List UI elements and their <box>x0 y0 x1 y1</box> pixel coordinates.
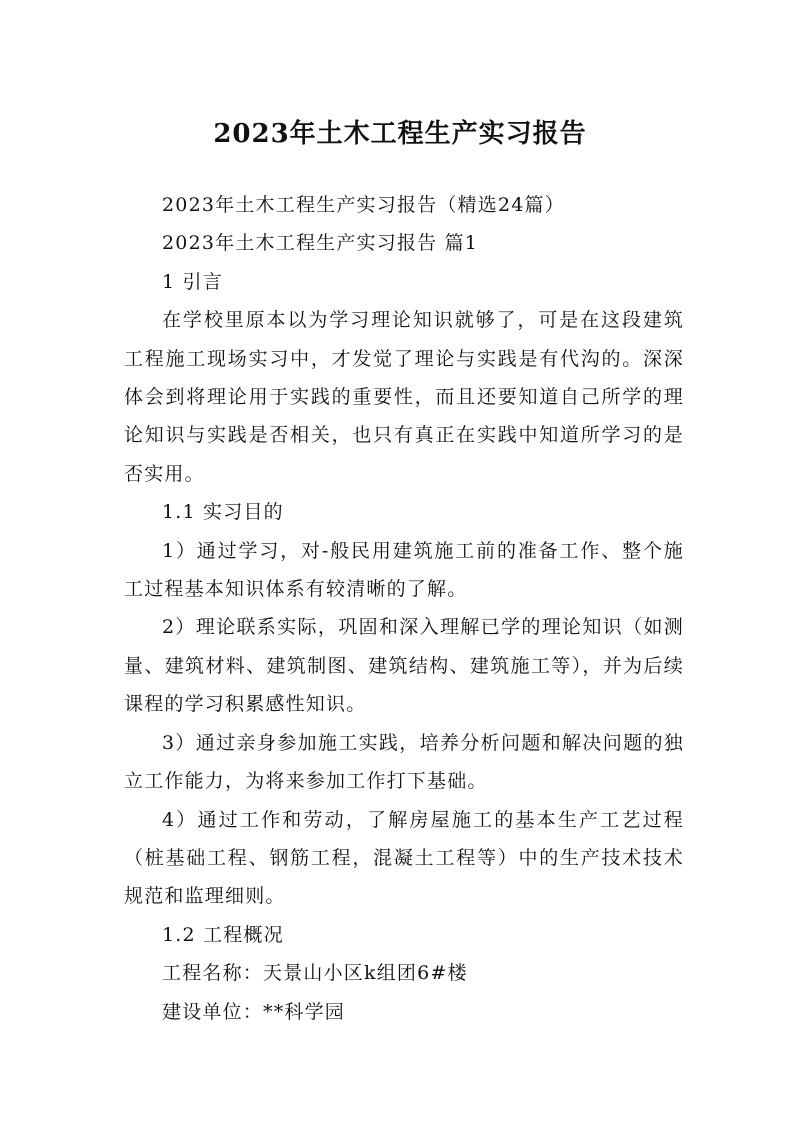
paragraph-purpose-1: 1）通过学习，对-般民用建筑施工前的准备工作、整个施工过程基本知识体系有较清晰的了解。 <box>124 539 684 601</box>
section-heading-purpose: 1.1 实习目的 <box>162 501 284 524</box>
paragraph-purpose-2: 2）理论联系实际，巩固和深入理解已学的理论知识（如测量、建筑材料、建筑制图、建筑结构、建筑施工等），并为后续课程的学习积累感性知识。 <box>124 616 684 716</box>
paragraph-article-heading: 2023年土木工程生产实习报告 篇1 <box>162 232 479 255</box>
section-heading-overview: 1.2 工程概况 <box>162 923 284 946</box>
paragraph-intro: 在学校里原本以为学习理论知识就够了，可是在这段建筑工程施工现场实习中，才发觉了理论与实践是有代沟的。深深体会到将理论用于实践的重要性，而且还要知道自己所学的理论知识与实践是否相关，也只有真正在实践中知道所学习的是否实用。 <box>124 309 684 485</box>
paragraph-project-name: 工程名称：天景山小区k组团6#楼 <box>162 962 468 985</box>
paragraph-purpose-4: 4）通过工作和劳动，了解房屋施工的基本生产工艺过程（桩基础工程、钢筋工程，混凝土工程等）中的生产技术技术规范和监理细则。 <box>124 808 684 908</box>
document-title: 2023年土木工程生产实习报告 <box>213 119 587 150</box>
document-body <box>124 186 684 1031</box>
paragraph-subtitle: 2023年土木工程生产实习报告（精选24篇） <box>162 194 565 216</box>
paragraph-purpose-3: 3）通过亲身参加施工实践，培养分析问题和解决问题的独立工作能力，为将来参加工作打下基础。 <box>124 731 684 793</box>
paragraph-builder: 建设单位：**科学园 <box>162 1000 346 1023</box>
section-heading-intro: 1 引言 <box>162 270 223 293</box>
